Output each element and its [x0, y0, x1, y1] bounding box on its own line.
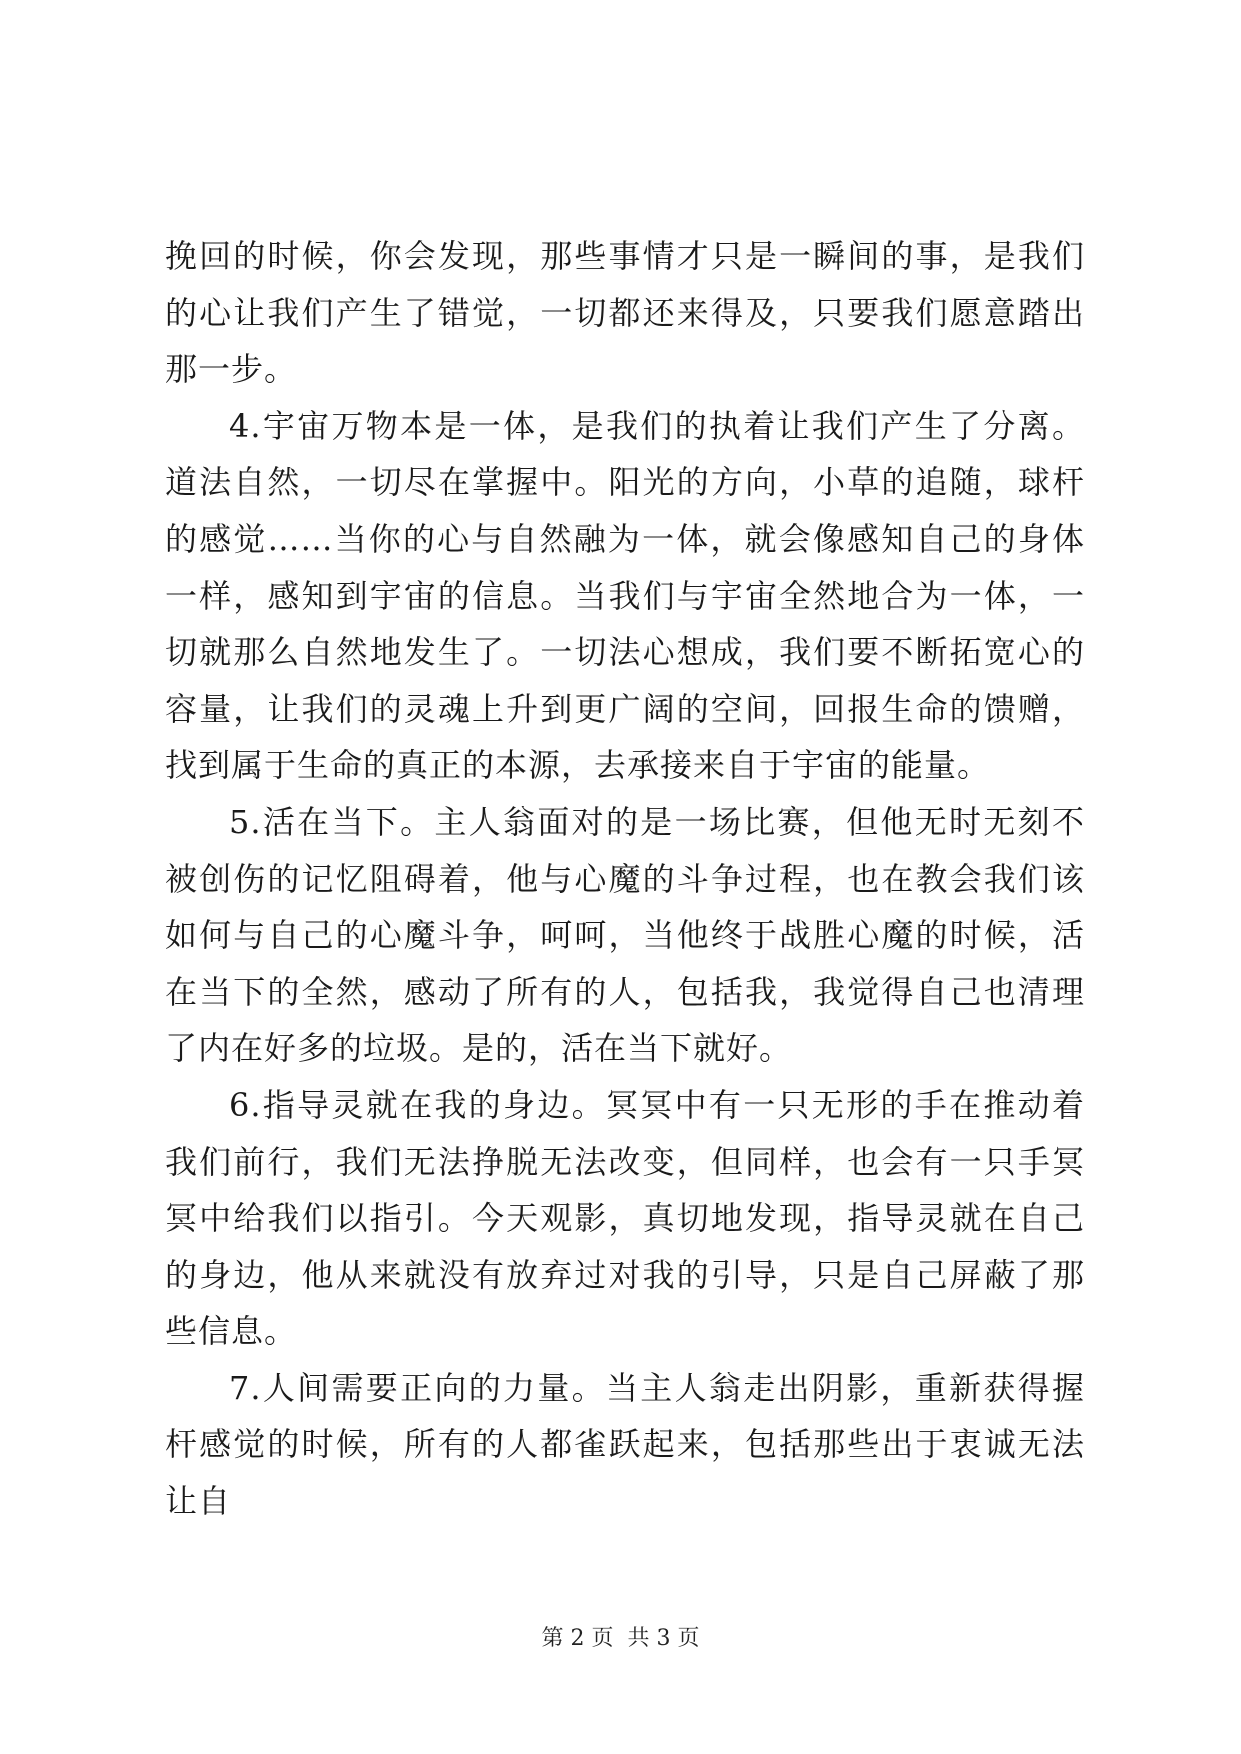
paragraph-item-7: 7.人间需要正向的力量。当主人翁走出阴影，重新获得握杆感觉的时候，所有的人都雀跃起来，包括那些出于衷诚无法让自 [165, 1368, 1085, 1521]
paragraph-item-5: 5.活在当下。主人翁面对的是一场比赛，但他无时无刻不被创伤的记忆阻碍着，他与心魔的斗争过程，也在教会我们该如何与自己的心魔斗争，呵呵，当他终于战胜心魔的时候，活在当下的全然，感动了所有的人，包括我，我觉得自己也清理了内在好多的垃圾。是的，活在当下就好。 [165, 802, 1085, 1068]
page-footer [0, 1621, 1241, 1652]
page-number: 第 2 页 [541, 1626, 614, 1651]
page-total: 共 3 页 [627, 1626, 700, 1651]
paragraph-continuation: 挽回的时候，你会发现，那些事情才只是一瞬间的事，是我们的心让我们产生了错觉，一切都还来得及，只要我们愿意踏出那一步。 [165, 237, 1085, 389]
paragraph-item-6: 6.指导灵就在我的身边。冥冥中有一只无形的手在推动着我们前行，我们无法挣脱无法改变，但同样，也会有一只手冥冥中给我们以指引。今天观影，真切地发现，指导灵就在自己的身边，他从来就没有放弃过对我的引导，只是自己屏蔽了那些信息。 [165, 1085, 1085, 1351]
document-body [165, 228, 1085, 1530]
paragraph-item-4: 4.宇宙万物本是一体，是我们的执着让我们产生了分离。道法自然，一切尽在掌握中。阳光的方向，小草的追随，球杆的感觉……当你的心与自然融为一体，就会像感知自己的身体一样，感知到宇宙的信息。当我们与宇宙全然地合为一体，一切就那么自然地发生了。一切法心想成，我们要不断拓宽心的容量，让我们的灵魂上升到更广阔的空间，回报生命的馈赠，找到属于生命的真正的本源，去承接来自于宇宙的能量。 [165, 406, 1085, 785]
